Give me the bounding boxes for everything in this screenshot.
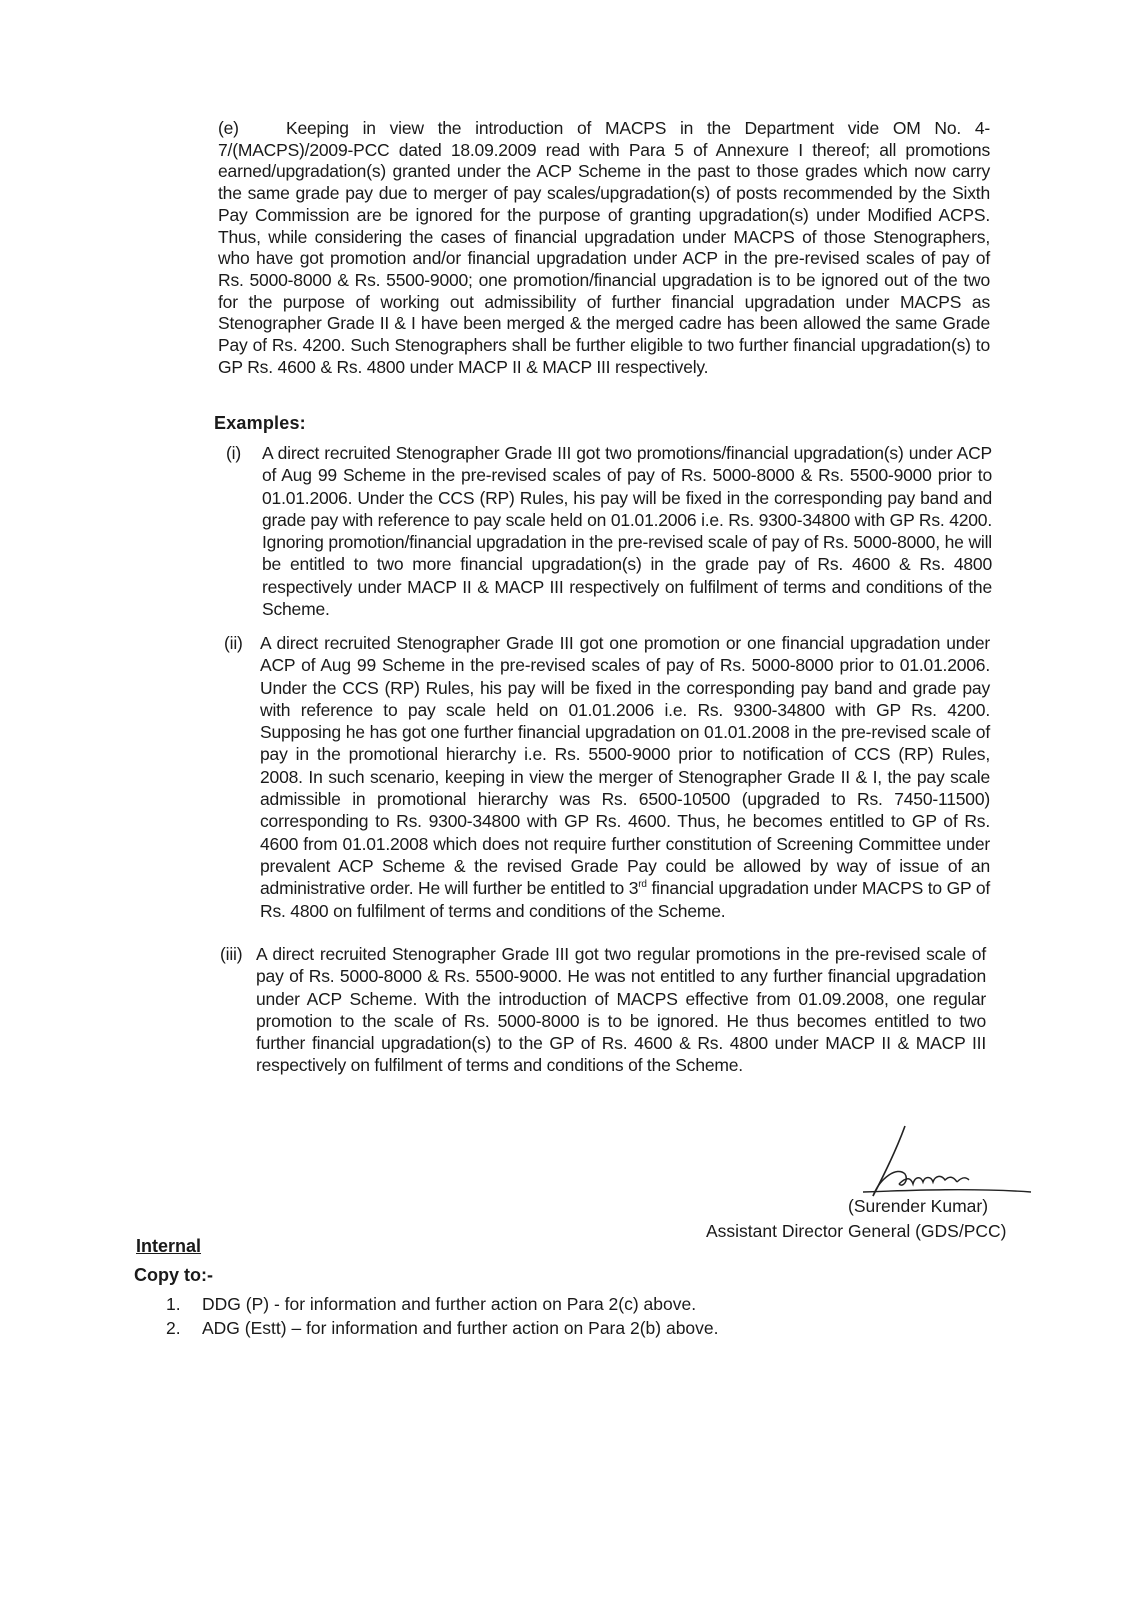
copy-to-item: [166, 1292, 766, 1316]
example-marker: (ii): [224, 633, 243, 653]
example-item-i: [226, 442, 992, 620]
copy-to-list: [166, 1292, 766, 1340]
signatory-name: (Surender Kumar): [848, 1196, 989, 1216]
signatory-designation: Assistant Director General (GDS/PCC): [706, 1221, 1007, 1241]
example-marker: (iii): [220, 944, 243, 964]
internal-label: Internal: [136, 1236, 202, 1256]
examples-heading: Examples:: [214, 413, 306, 433]
ordinal-superscript: rd: [638, 879, 647, 891]
copy-to-item: [166, 1316, 766, 1340]
example-marker: (i): [226, 443, 241, 463]
copy-to-number: 2.: [166, 1318, 181, 1338]
copy-to-text: ADG (Estt) – for information and further action on Para 2(b) above.: [202, 1318, 719, 1338]
paragraph-e-marker: (e): [218, 118, 239, 138]
copy-to-label: Copy to:-: [134, 1265, 213, 1285]
copy-to-number: 1.: [166, 1294, 181, 1314]
example-text: A direct recruited Stenographer Grade III got one promotion or one financial upgradation under ACP of Aug 99 Scheme in the pre-revised scales of pay of Rs. 5000-8000 prior to 01.01.2006. Under the CCS (RP) Rules, his pay will be fixed in the corresponding pay band and grade pay with reference to pay scale held on 01.01.2006 i.e. Rs. 9300-34800 with GP Rs. 4200. Supposing he has got one further financial upgradation on 01.01.2008 in the pre-revised scale of pay in the promotional hierarchy i.e. Rs. 5500-9000 prior to notification of CCS (RP) Rules, 2008. In such scenario, keeping in view the merger of Stenographer Grade II & I, the pay scale admissible in promotional hierarchy was Rs. 6500-10500 (upgraded to Rs. 7450-11500) corresponding to Rs. 9300-34800 with GP Rs. 4600. Thus, he becomes entitled to GP of Rs. 4600 from 01.01.2008 which does not require further constitution of Screening Committee under prevalent ACP Scheme & the revised Grade Pay could be allowed by way of issue of an administrative order. He will further be entitled to 3: [260, 633, 990, 899]
example-text-continued: financial upgradation under MACPS to GP of Rs. 4800 on fulfilment of terms and conditions of the Scheme.: [260, 878, 991, 921]
example-item-ii: [224, 632, 991, 922]
copy-to-text: DDG (P) - for information and further action on Para 2(c) above.: [202, 1294, 697, 1314]
example-item-iii: [220, 943, 986, 1077]
example-text: A direct recruited Stenographer Grade III got two regular promotions in the pre-revised scale of pay of Rs. 5000-8000 & Rs. 5500-9000. He was not entitled to any further financial upgradation under ACP Scheme. With the introduction of MACPS effective from 01.09.2008, one regular promotion to the scale of Rs. 5000-8000 is to be ignored. He thus becomes entitled to two further financial upgradation(s) to the GP of Rs. 4600 & Rs. 4800 under MACP II & MACP III respectively on fulfilment of terms and conditions of the Scheme.: [256, 944, 986, 1076]
example-text: A direct recruited Stenographer Grade III got two promotions/financial upgradation(s) under ACP of Aug 99 Scheme in the pre-revised scales of pay of Rs. 5000-8000 & Rs. 5500-9000 prior to 01.01.2006. Under the CCS (RP) Rules, his pay will be fixed in the corresponding pay band and grade pay with reference to pay scale held on 01.01.2006 i.e. Rs. 9300-34800 with GP Rs. 4200. Ignoring promotion/financial upgradation in the pre-revised scale of pay of Rs. 5000-8000, he will be entitled to two more financial upgradation(s) in the grade pay of Rs. 4600 & Rs. 4800 respectively under MACP II & MACP III respectively on fulfilment of terms and conditions of the Scheme.: [262, 443, 992, 620]
handwritten-signature: [845, 1118, 1035, 1208]
paragraph-e: [218, 118, 990, 378]
paragraph-e-text: Keeping in view the introduction of MACPS in the Department vide OM No. 4-7/(MACPS)/2009-PCC dated 18.09.2009 read with Para 5 of Annexure I thereof; all promotions earned/upgradation(s) granted under the ACP Scheme in the past to those grades which now carry the same grade pay due to merger of pay scales/upgradation(s) of posts recommended by the Sixth Pay Commission are be ignored for the purpose of granting upgradation(s) under Modified ACPS. Thus, while considering the cases of financial upgradation under MACPS of those Stenographers, who have got promotion and/or financial upgradation under ACP in the pre-revised scales of pay of Rs. 5000-8000 & Rs. 5500-9000; one promotion/financial upgradation is to be ignored out of the two for the purpose of working out admissibility of further financial upgradation under MACPS as Stenographer Grade II & I have been merged & the merged cadre has been allowed the same Grade Pay of Rs. 4200. Such Stenographers shall be further eligible to two further financial upgradation(s) to GP Rs. 4600 & Rs. 4800 under MACP II & MACP III respectively.: [218, 118, 990, 377]
